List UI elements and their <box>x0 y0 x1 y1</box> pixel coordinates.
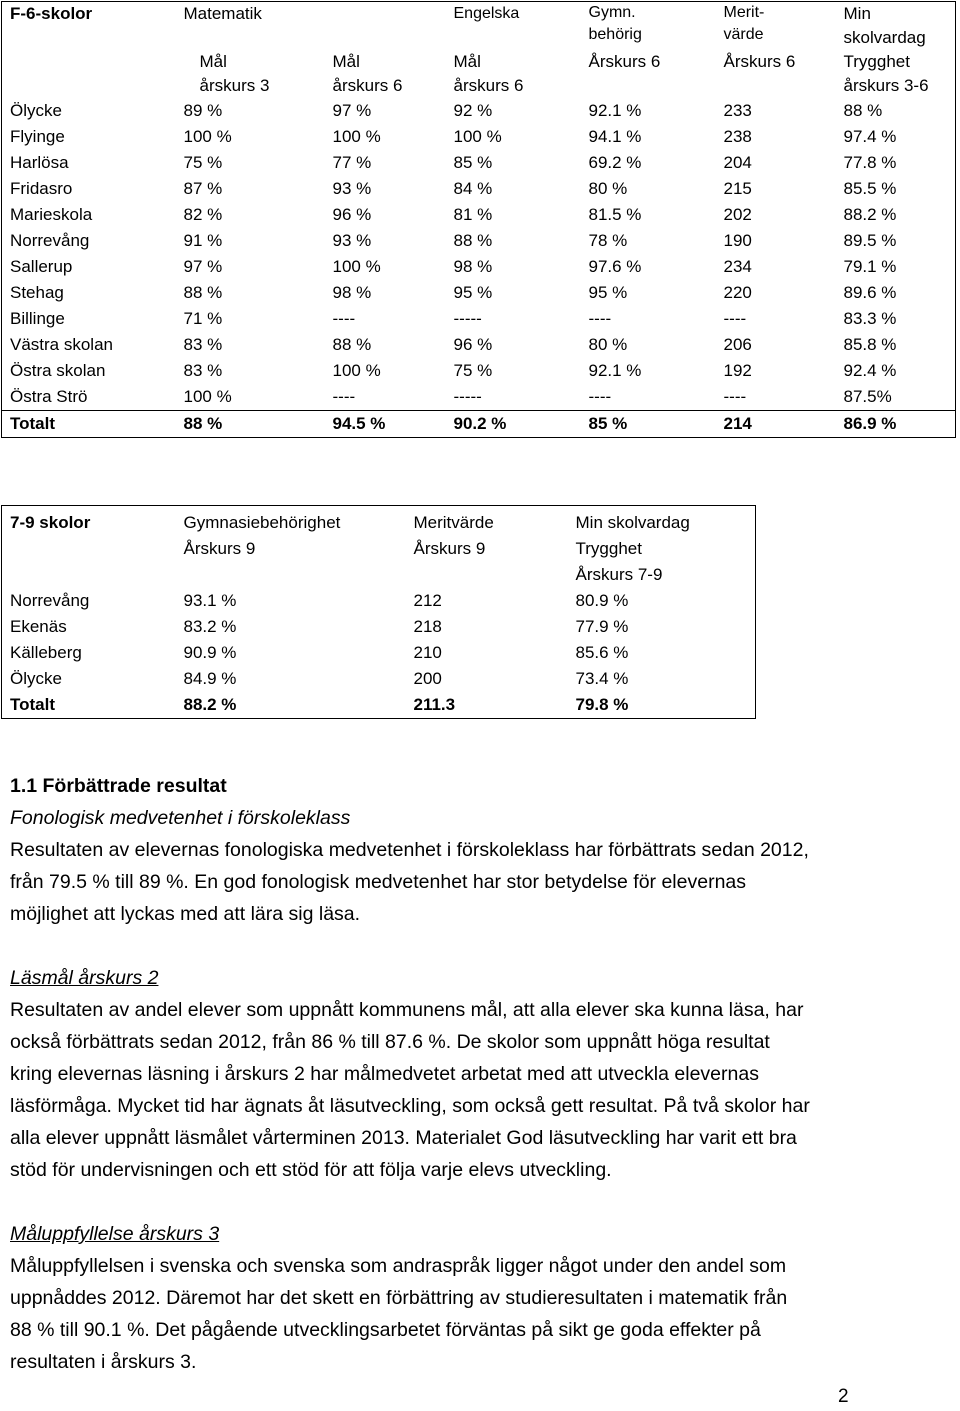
table-header-cell: Min skolvardag <box>843 4 926 47</box>
table-cell: 234 <box>723 257 752 276</box>
table-cell: 84 % <box>453 179 493 198</box>
table-cell: 88 % <box>843 101 883 120</box>
table-header-cell: Min skolvardag Trygghet Årskurs 7-9 <box>575 513 690 584</box>
table-body <box>2 588 756 719</box>
table-cell: 93 % <box>332 179 372 198</box>
table-cell: 88.2 % <box>183 695 237 714</box>
paragraph-line: Resultaten av elevernas fonologiska medvetenhet i förskoleklass har förbättrats sedan 2012, <box>10 839 809 861</box>
table-cell: 79.1 % <box>843 257 897 276</box>
table-cell: ---- <box>332 387 356 406</box>
table-cell: 100 % <box>183 127 232 146</box>
table-cell: 97 % <box>183 257 223 276</box>
subheading: Fonologisk medvetenhet i förskoleklass <box>10 807 351 829</box>
paragraph-line: från 79.5 % till 89 %. En god fonologisk medvetenhet har stor betydelse för elevernas <box>10 871 747 893</box>
table-header-cell: F-6-skolor <box>10 4 93 23</box>
table-row <box>2 306 956 332</box>
table-cell: 81 % <box>453 205 493 224</box>
table-header-cell <box>325 2 446 51</box>
table-cell: 238 <box>723 127 752 146</box>
table-cell: 69.2 % <box>588 153 642 172</box>
table-cell: 214 <box>716 411 836 438</box>
table-cell: Flyinge <box>10 127 65 146</box>
table-header-cell: Merit- värde <box>723 4 765 43</box>
table-cell: Ölycke <box>10 669 62 688</box>
table-row <box>2 202 956 228</box>
table-cell: 89 % <box>183 101 223 120</box>
table-row <box>2 614 756 640</box>
table-cell: 100 % <box>332 127 381 146</box>
table-cell: Totalt <box>10 695 56 714</box>
table-cell: 88 % <box>332 335 372 354</box>
table-cell: 82 % <box>183 205 223 224</box>
table-cell: 218 <box>413 617 442 636</box>
paragraph-line: uppnåddes 2012. Däremot har det skett en förbättring av studieresultaten i matematik från <box>10 1287 788 1309</box>
table-header-row <box>2 506 756 589</box>
table-cell: 85.6 % <box>575 643 629 662</box>
table-header-row <box>2 50 956 98</box>
table-cell: 100 % <box>332 257 381 276</box>
table-header-cell: Gymn. behörig <box>588 4 642 43</box>
table-cell: 190 <box>723 231 752 250</box>
table-row <box>2 358 956 384</box>
table-cell: Ölycke <box>10 101 62 120</box>
table-cell: 77 % <box>332 153 372 172</box>
table-cell: 92.1 % <box>588 101 642 120</box>
table-cell: 92.4 % <box>843 361 897 380</box>
subheading: Läsmål årskurs 2 <box>10 967 159 989</box>
table-cell: 233 <box>723 101 752 120</box>
table-cell: Marieskola <box>10 205 93 224</box>
table-header-cell: Trygghet årskurs 3-6 <box>843 52 929 95</box>
table-row <box>2 176 956 202</box>
paragraph-line: också förbättrats sedan 2012, från 86 % till 87.6 %. De skolor som uppnått höga resultat <box>10 1031 770 1053</box>
table-cell: ----- <box>453 387 482 406</box>
table-cell: 79.8 % <box>575 695 629 714</box>
table-cell: 88.2 % <box>843 205 897 224</box>
table-cell: 212 <box>413 591 442 610</box>
table-cell: Östra Strö <box>10 387 88 406</box>
table-row <box>2 640 756 666</box>
table-row <box>2 228 956 254</box>
table-cell: 87.5% <box>843 387 892 406</box>
table-cell: 93 % <box>332 231 372 250</box>
table-row <box>2 254 956 280</box>
table-body <box>2 98 956 438</box>
subheading: Måluppfyllelse årskurs 3 <box>10 1223 220 1245</box>
table-row <box>2 98 956 124</box>
report-text <box>10 770 910 1378</box>
table-cell: 85 % <box>581 411 716 438</box>
table-cell: 204 <box>723 153 752 172</box>
table-cell: Sallerup <box>10 257 73 276</box>
table-cell: 94.5 % <box>325 411 446 438</box>
page-number: 2 <box>838 1386 849 1407</box>
table-cell: ----- <box>453 309 482 328</box>
table-cell: Stehag <box>10 283 64 302</box>
table-cell: Ekenäs <box>10 617 67 636</box>
table-cell: 83.3 % <box>843 309 897 328</box>
paragraph-line: resultaten i årskurs 3. <box>10 1351 197 1373</box>
table-header-cell: Mål årskurs 6 <box>453 52 524 95</box>
table-cell: 90.2 % <box>446 411 581 438</box>
paragraph-line: 88 % till 90.1 %. Det pågående utvecklingsarbetet förväntas på sikt ge goda effekter på <box>10 1319 761 1341</box>
table-cell: 89.6 % <box>843 283 897 302</box>
table-cell: Totalt <box>2 411 176 438</box>
table-cell: 95 % <box>453 283 493 302</box>
table-header-cell: Matematik <box>183 4 262 23</box>
table-header-cell <box>2 50 176 98</box>
table-cell: 77.9 % <box>575 617 629 636</box>
table-cell: 200 <box>413 669 442 688</box>
table-cell: 215 <box>723 179 752 198</box>
table-cell: 210 <box>413 643 442 662</box>
table-cell: 90.9 % <box>183 643 237 662</box>
table-cell: 78 % <box>588 231 628 250</box>
table-cell: ---- <box>723 309 747 328</box>
table-cell: Östra skolan <box>10 361 106 380</box>
table-cell: Västra skolan <box>10 335 113 354</box>
table-cell: 91 % <box>183 231 223 250</box>
table-cell: 95 % <box>588 283 628 302</box>
table-cell: 80 % <box>588 335 628 354</box>
table-cell: Norrevång <box>10 591 90 610</box>
table-cell: 93.1 % <box>183 591 237 610</box>
table-header-cell: Årskurs 6 <box>723 52 796 71</box>
table-row <box>2 588 756 614</box>
table-row <box>2 280 956 306</box>
table-cell: 75 % <box>453 361 493 380</box>
table-cell: Norrevång <box>10 231 90 250</box>
table-header-row <box>2 2 956 51</box>
table-cell: 96 % <box>332 205 372 224</box>
table-cell: 202 <box>723 205 752 224</box>
f6-results-table <box>1 1 956 438</box>
table-cell: 87 % <box>183 179 223 198</box>
table-cell: Billinge <box>10 309 65 328</box>
table-total-row <box>2 411 956 438</box>
table-cell: Fridasro <box>10 179 73 198</box>
table-row <box>2 666 756 692</box>
table-cell: 97.4 % <box>843 127 897 146</box>
paragraph-line: läsförmåga. Mycket tid har ägnats åt läsutveckling, som också gett resultat. På två skolor har <box>10 1095 810 1117</box>
table-cell: Källeberg <box>10 643 82 662</box>
table-header-cell: 7-9 skolor <box>10 513 91 532</box>
table-cell: 92.1 % <box>588 361 642 380</box>
table-row <box>2 332 956 358</box>
table-cell: 73.4 % <box>575 669 629 688</box>
table-row <box>2 124 956 150</box>
table-cell: 98 % <box>453 257 493 276</box>
table-cell: 80.9 % <box>575 591 629 610</box>
table-cell: ---- <box>588 387 612 406</box>
table-cell: ---- <box>723 387 747 406</box>
table-cell: 96 % <box>453 335 493 354</box>
table-cell: 88 % <box>176 411 325 438</box>
paragraph-line: möjlighet att lyckas med att lära sig läsa. <box>10 903 361 925</box>
table-cell: 98 % <box>332 283 372 302</box>
table-header-cell: Engelska <box>453 5 520 22</box>
table-cell: 81.5 % <box>588 205 642 224</box>
grade79-results-table <box>1 505 756 719</box>
table-total-row <box>2 692 756 719</box>
paragraph-line: kring elevernas läsning i årskurs 2 har målmedvetet arbetat med att utveckla elevernas <box>10 1063 759 1085</box>
table-cell: 89.5 % <box>843 231 897 250</box>
table-cell: 88 % <box>183 283 223 302</box>
table-cell: 206 <box>723 335 752 354</box>
paragraph-line: stöd för undervisningen och ett stöd för att följa varje elevs utveckling. <box>10 1159 612 1181</box>
table-cell: 97 % <box>332 101 372 120</box>
table-cell: ---- <box>588 309 612 328</box>
table-cell: 84.9 % <box>183 669 237 688</box>
table-cell: 75 % <box>183 153 223 172</box>
table-cell: ---- <box>332 309 356 328</box>
table-cell: 85 % <box>453 153 493 172</box>
table-cell: 92 % <box>453 101 493 120</box>
table-cell: 80 % <box>588 179 628 198</box>
paragraph-line: alla elever uppnått läsmålet vårterminen 2013. Materialet God läsutveckling har varit ett bra <box>10 1127 797 1149</box>
table-cell: 211.3 <box>413 695 456 714</box>
table-header-cell: Meritvärde Årskurs 9 <box>413 513 494 558</box>
table-cell: 86.9 % <box>836 411 956 438</box>
table-cell: 83 % <box>183 361 223 380</box>
paragraph-line: Resultaten av andel elever som uppnått kommunens mål, att alla elever ska kunna läsa, har <box>10 999 804 1021</box>
table-cell: 220 <box>723 283 752 302</box>
table-cell: 192 <box>723 361 752 380</box>
table-cell: 77.8 % <box>843 153 897 172</box>
table-cell: 71 % <box>183 309 223 328</box>
table-cell: 100 % <box>453 127 502 146</box>
table-cell: 97.6 % <box>588 257 642 276</box>
table-header-cell: Mål årskurs 6 <box>332 52 403 95</box>
table-header-cell: Årskurs 6 <box>588 52 661 71</box>
table-header-cell: Gymnasiebehörighet Årskurs 9 <box>183 513 341 558</box>
table-header-cell: Mål årskurs 3 <box>199 52 270 95</box>
table-cell: 100 % <box>183 387 232 406</box>
table-row <box>2 150 956 176</box>
table-cell: 85.8 % <box>843 335 897 354</box>
table-row <box>2 384 956 411</box>
paragraph-line: Måluppfyllelsen i svenska och svenska som andraspråk ligger något under den andel som <box>10 1255 787 1277</box>
table-cell: 83 % <box>183 335 223 354</box>
table-cell: 94.1 % <box>588 127 642 146</box>
table-cell: 85.5 % <box>843 179 897 198</box>
table-cell: 83.2 % <box>183 617 237 636</box>
table-cell: 100 % <box>332 361 381 380</box>
section-heading: 1.1 Förbättrade resultat <box>10 775 227 797</box>
table-cell: 88 % <box>453 231 493 250</box>
table-cell: Harlösa <box>10 153 69 172</box>
